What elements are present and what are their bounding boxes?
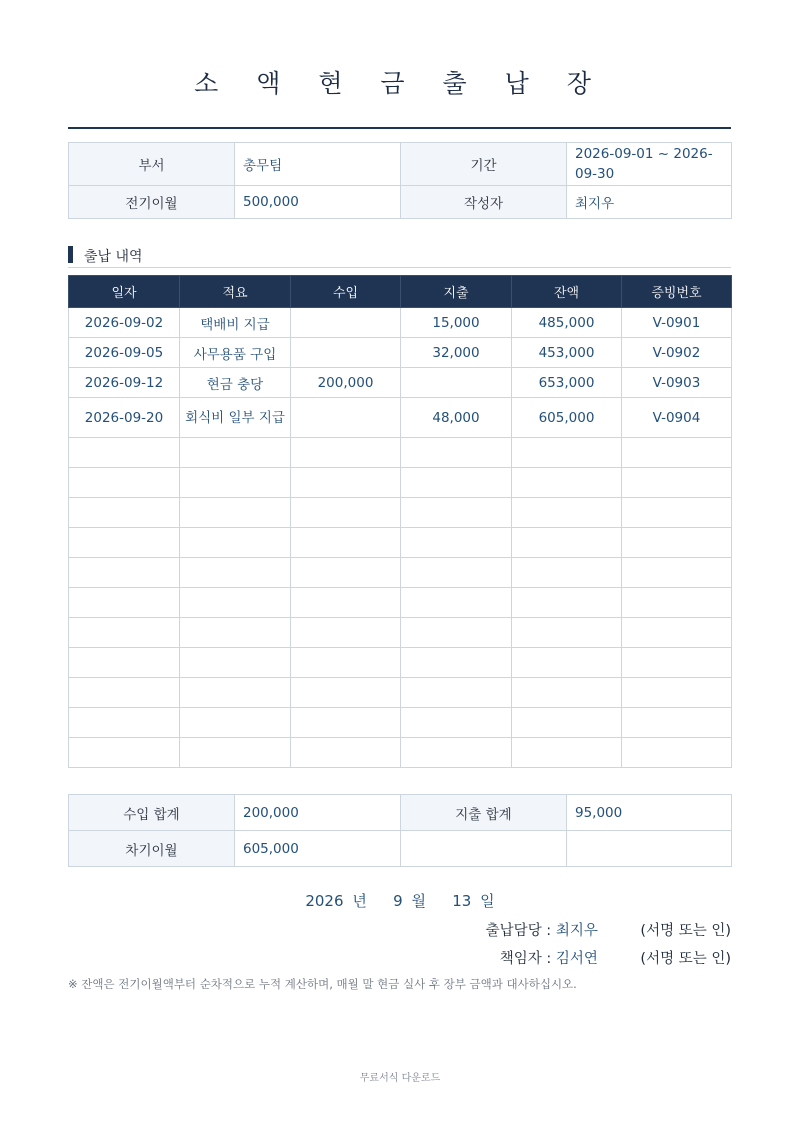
ledger-table — [68, 275, 732, 768]
ledger-empty-cell — [291, 498, 401, 528]
date-day: 13 — [452, 892, 472, 910]
date-year: 2026 — [305, 892, 344, 910]
ledger-cell-description: 사무용품 구입 — [180, 338, 291, 368]
ledger-empty-row — [69, 558, 732, 588]
signature-name: 최지우 — [555, 923, 598, 939]
ledger-empty-cell — [69, 558, 180, 588]
ledger-empty-cell — [401, 618, 512, 648]
ledger-cell-income — [291, 398, 401, 438]
ledger-empty-cell — [622, 738, 732, 768]
ledger-empty-row — [69, 648, 732, 678]
ledger-empty-cell — [180, 678, 291, 708]
ledger-empty-cell — [401, 468, 512, 498]
carry-in-label: 전기이월 — [69, 186, 235, 219]
totals-table — [68, 794, 732, 867]
ledger-cell-expense: 32,000 — [401, 338, 512, 368]
signature-manager — [500, 947, 731, 968]
signature-role: 책임자 : — [499, 951, 552, 967]
signature-role: 출납담당 : — [485, 923, 552, 939]
ledger-empty-row — [69, 678, 732, 708]
ledger-empty-cell — [512, 438, 622, 468]
ledger-empty-cell — [180, 708, 291, 738]
ledger-empty-cell — [512, 648, 622, 678]
ledger-empty-row — [69, 438, 732, 468]
ledger-empty-cell — [180, 438, 291, 468]
ledger-cell-voucher: V-0903 — [622, 368, 732, 398]
document-title: 소 액 현 금 출 납 장 — [194, 69, 606, 98]
ledger-empty-row — [69, 468, 732, 498]
document-date — [0, 890, 800, 911]
ledger-empty-row — [69, 588, 732, 618]
ledger-row — [69, 368, 732, 398]
ledger-header-cell: 잔액 — [512, 276, 622, 308]
ledger-row — [69, 308, 732, 338]
ledger-empty-cell — [180, 498, 291, 528]
ledger-cell-date: 2026-09-12 — [69, 368, 180, 398]
writer-label: 작성자 — [401, 186, 567, 219]
income-total-value: 200,000 — [235, 795, 401, 831]
ledger-empty-cell — [69, 528, 180, 558]
ledger-empty-cell — [180, 738, 291, 768]
section-title: 출납 내역 — [84, 249, 143, 265]
empty-cell — [567, 831, 732, 867]
ledger-header-cell: 일자 — [69, 276, 180, 308]
signature-cashier — [486, 919, 731, 940]
ledger-empty-cell — [512, 558, 622, 588]
info-table — [68, 142, 732, 219]
dept-label: 부서 — [69, 143, 235, 186]
ledger-empty-cell — [69, 738, 180, 768]
ledger-cell-expense: 48,000 — [401, 398, 512, 438]
ledger-cell-voucher: V-0902 — [622, 338, 732, 368]
ledger-empty-cell — [69, 648, 180, 678]
ledger-empty-cell — [512, 498, 622, 528]
ledger-empty-cell — [69, 618, 180, 648]
section-marker — [68, 246, 73, 263]
ledger-empty-cell — [291, 438, 401, 468]
signature-seal: (서명 또는 인) — [640, 923, 731, 939]
ledger-cell-date: 2026-09-02 — [69, 308, 180, 338]
ledger-cell-income — [291, 308, 401, 338]
ledger-empty-cell — [180, 648, 291, 678]
ledger-empty-cell — [180, 588, 291, 618]
period-label: 기간 — [401, 143, 567, 186]
section-header — [68, 245, 731, 268]
ledger-cell-expense — [401, 368, 512, 398]
ledger-empty-cell — [180, 468, 291, 498]
date-year-unit: 년 — [352, 892, 367, 910]
signature-seal: (서명 또는 인) — [640, 951, 731, 967]
ledger-cell-balance: 453,000 — [512, 338, 622, 368]
ledger-empty-cell — [512, 588, 622, 618]
ledger-cell-description: 택배비 지급 — [180, 308, 291, 338]
ledger-empty-cell — [69, 468, 180, 498]
income-total-label: 수입 합계 — [69, 795, 235, 831]
ledger-empty-cell — [291, 678, 401, 708]
ledger-row — [69, 398, 732, 438]
ledger-empty-cell — [401, 708, 512, 738]
ledger-empty-cell — [622, 438, 732, 468]
ledger-empty-cell — [401, 438, 512, 468]
ledger-empty-row — [69, 498, 732, 528]
ledger-cell-voucher: V-0901 — [622, 308, 732, 338]
ledger-empty-cell — [622, 618, 732, 648]
ledger-empty-cell — [291, 708, 401, 738]
ledger-empty-cell — [622, 498, 732, 528]
ledger-empty-cell — [622, 558, 732, 588]
ledger-empty-cell — [291, 468, 401, 498]
ledger-empty-cell — [512, 708, 622, 738]
date-month: 9 — [393, 892, 403, 910]
ledger-empty-cell — [69, 708, 180, 738]
ledger-cell-balance: 653,000 — [512, 368, 622, 398]
ledger-cell-date: 2026-09-05 — [69, 338, 180, 368]
ledger-header-cell: 적요 — [180, 276, 291, 308]
writer-value: 최지우 — [567, 186, 732, 219]
ledger-empty-cell — [401, 738, 512, 768]
dept-value: 총무팀 — [235, 143, 401, 186]
date-day-unit: 일 — [480, 892, 495, 910]
ledger-cell-income: 200,000 — [291, 368, 401, 398]
ledger-empty-cell — [512, 618, 622, 648]
signature-name: 김서연 — [555, 951, 598, 967]
ledger-empty-cell — [291, 588, 401, 618]
ledger-empty-cell — [180, 618, 291, 648]
ledger-empty-cell — [69, 438, 180, 468]
ledger-empty-cell — [69, 588, 180, 618]
ledger-empty-cell — [291, 618, 401, 648]
footer-text: 무료서식 다운로드 — [359, 1073, 441, 1084]
ledger-empty-cell — [291, 648, 401, 678]
ledger-cell-income — [291, 338, 401, 368]
title-divider — [68, 127, 731, 129]
ledger-empty-cell — [401, 588, 512, 618]
ledger-empty-cell — [69, 678, 180, 708]
ledger-empty-cell — [512, 528, 622, 558]
carry-in-value: 500,000 — [235, 186, 401, 219]
ledger-empty-cell — [622, 708, 732, 738]
date-month-unit: 월 — [411, 892, 426, 910]
carry-out-label: 차기이월 — [69, 831, 235, 867]
ledger-empty-cell — [622, 678, 732, 708]
ledger-empty-cell — [622, 528, 732, 558]
ledger-empty-cell — [401, 648, 512, 678]
ledger-empty-cell — [622, 588, 732, 618]
carry-out-value: 605,000 — [235, 831, 401, 867]
ledger-cell-description: 현금 충당 — [180, 368, 291, 398]
ledger-cell-description: 회식비 일부 지급 — [180, 398, 291, 438]
ledger-header-cell: 증빙번호 — [622, 276, 732, 308]
ledger-empty-cell — [291, 738, 401, 768]
ledger-header-cell: 수입 — [291, 276, 401, 308]
empty-cell — [401, 831, 567, 867]
ledger-empty-cell — [180, 528, 291, 558]
ledger-header-cell: 지출 — [401, 276, 512, 308]
ledger-empty-row — [69, 618, 732, 648]
ledger-cell-balance: 605,000 — [512, 398, 622, 438]
ledger-empty-cell — [512, 738, 622, 768]
ledger-empty-cell — [401, 678, 512, 708]
expense-total-value: 95,000 — [567, 795, 732, 831]
ledger-empty-cell — [512, 678, 622, 708]
ledger-cell-balance: 485,000 — [512, 308, 622, 338]
expense-total-label: 지출 합계 — [401, 795, 567, 831]
ledger-empty-row — [69, 738, 732, 768]
ledger-empty-cell — [69, 498, 180, 528]
ledger-empty-cell — [291, 528, 401, 558]
footnote: ※ 잔액은 전기이월액부터 순차적으로 누적 계산하며, 매월 말 현금 실사 후 장부 금액과 대사하십시오. — [68, 977, 577, 991]
ledger-empty-cell — [512, 468, 622, 498]
ledger-empty-cell — [401, 558, 512, 588]
ledger-empty-cell — [291, 558, 401, 588]
ledger-cell-voucher: V-0904 — [622, 398, 732, 438]
ledger-empty-row — [69, 528, 732, 558]
ledger-empty-cell — [401, 528, 512, 558]
ledger-cell-expense: 15,000 — [401, 308, 512, 338]
ledger-row — [69, 338, 732, 368]
period-value: 2026-09-01 ~ 2026-09-30 — [567, 143, 732, 186]
ledger-empty-cell — [401, 498, 512, 528]
ledger-cell-date: 2026-09-20 — [69, 398, 180, 438]
ledger-empty-cell — [622, 468, 732, 498]
ledger-empty-cell — [180, 558, 291, 588]
ledger-empty-row — [69, 708, 732, 738]
ledger-empty-cell — [622, 648, 732, 678]
